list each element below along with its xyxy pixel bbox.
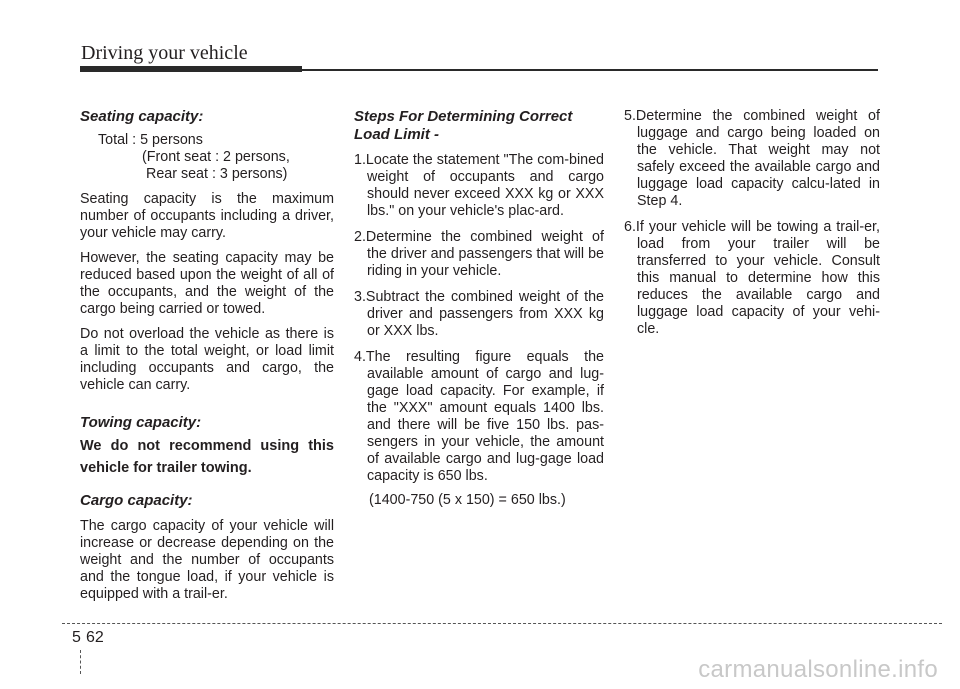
step-2: 2.Determine the combined weight of the driver and passengers that will be riding in your vehicle. xyxy=(354,229,604,279)
towing-capacity-heading: Towing capacity: xyxy=(80,414,202,431)
footer-divider xyxy=(62,623,942,624)
header-rule-thick xyxy=(80,66,302,72)
step-3: 3.Subtract the combined weight of the driver and passengers from XXX kg or XXX lbs. xyxy=(354,289,604,339)
seating-paragraph-2: However, the seating capacity may be reduced based upon the weight of all of the occupants, and the weight of the cargo being carried or towed. xyxy=(80,250,334,317)
section-number: 5 xyxy=(72,629,81,646)
header-rule-thin xyxy=(302,69,878,71)
steps-list xyxy=(354,152,604,485)
steps-heading-line-2: Load Limit - xyxy=(354,126,439,143)
step-6: 6.If your vehicle will be towing a trail-er, load from your trailer will be transferred to your vehicle. Consult this manual to determine how this reduces the available cargo and luggage load capacity of your vehi-cle. xyxy=(624,219,880,337)
cargo-paragraph: The cargo capacity of your vehicle will increase or decrease depending on the weight and the number of occupants and the tongue load, if your vehicle is equipped with a trail-er. xyxy=(80,518,334,602)
seating-paragraph-3: Do not overload the vehicle as there is a limit to the total weight, or load limit including occupants and cargo, the vehicle can carry. xyxy=(80,326,334,393)
watermark: carmanualsonline.info xyxy=(698,656,938,683)
step-5: 5.Determine the combined weight of luggage and cargo being loaded on the vehicle. That weight may not safely exceed the available cargo and luggage load capacity calcu-lated in Step 4. xyxy=(624,108,880,209)
step-4: 4.The resulting figure equals the available amount of cargo and lug-gage load capacity. For example, if the "XXX" amount equals 1400 lbs. and there will be five 150 lbs. pas-sengers in your vehicle, the amount of available cargo and lug-gage load capacity is 650 lbs. xyxy=(354,349,604,484)
cargo-capacity-heading: Cargo capacity: xyxy=(80,492,193,509)
column-left xyxy=(80,108,334,603)
seating-capacity-heading: Seating capacity: xyxy=(80,108,204,125)
seating-paragraph-1: Seating capacity is the maximum number of occupants including a driver, your vehicle may carry. xyxy=(80,191,334,241)
seating-rear: Rear seat : 3 persons) xyxy=(146,166,288,182)
example-formula: (1400-750 (5 x 150) = 650 lbs.) xyxy=(369,492,566,508)
page-number-divider xyxy=(80,650,81,674)
steps-list-continued xyxy=(624,108,880,338)
column-right xyxy=(624,108,880,347)
page-header-title: Driving your vehicle xyxy=(81,42,248,64)
page-number: 62 xyxy=(86,629,104,646)
column-middle xyxy=(354,108,604,509)
seating-front: (Front seat : 2 persons, xyxy=(142,149,290,165)
steps-heading-line-1: Steps For Determining Correct xyxy=(354,108,573,125)
step-1: 1.Locate the statement "The com-bined weight of occupants and cargo should never exceed XXX kg or XXX lbs." on your vehicle's plac-ard. xyxy=(354,152,604,219)
towing-note: We do not recommend using this vehicle for trailer towing. xyxy=(80,438,334,476)
seating-total: Total : 5 persons xyxy=(98,132,203,148)
